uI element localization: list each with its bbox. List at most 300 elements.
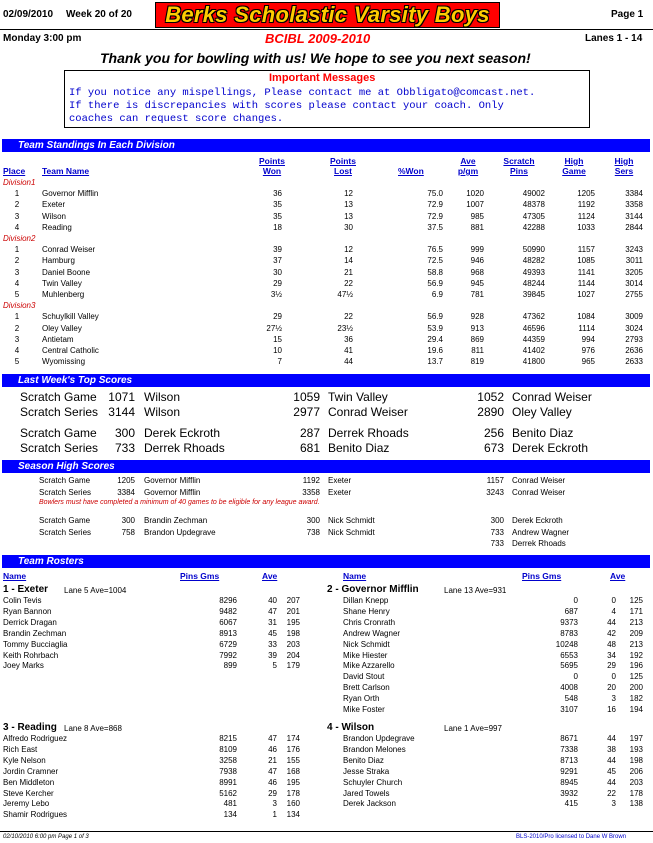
report-week: Week 20 of 20 <box>66 9 132 20</box>
roster-player-pins: 6067 <box>219 617 237 627</box>
standings-pct-won: 72.9 <box>427 211 443 221</box>
roster-player-games: 44 <box>607 617 616 627</box>
standings-team-name: Exeter <box>42 200 66 210</box>
standings-pct-won: 72.5 <box>427 256 443 266</box>
standings-team-name: Muhlenberg <box>42 290 85 299</box>
standings-team-name: Wyomissing <box>42 357 86 367</box>
standings-ave: 869 <box>470 334 484 344</box>
standings-scratch-pins: 41402 <box>522 346 545 355</box>
roster-player-pins: 4008 <box>560 683 578 693</box>
score-bowler-3: Andrew Wagner <box>512 527 570 537</box>
standings-points-won: 39 <box>273 245 282 255</box>
roster-player-games: 0 <box>611 596 616 605</box>
roster-player-ave: 200 <box>629 683 643 693</box>
division-label: Division2 <box>3 234 36 243</box>
roster-player-name: Nick Schmidt <box>343 639 390 649</box>
standings-pct-won: 37.5 <box>427 222 443 232</box>
roster-player-name: David Stout <box>343 672 385 682</box>
standings-points-lost: 13 <box>344 200 353 210</box>
roster-player-games: 44 <box>607 734 616 743</box>
score-bowler-2: Nick Schmidt <box>328 527 375 537</box>
standings-scratch-pins: 49393 <box>522 267 545 277</box>
roster-player-ave: 168 <box>286 766 300 776</box>
roster-player-games: 31 <box>268 617 277 627</box>
roster-player-ave: 194 <box>629 705 643 714</box>
standings-place: 1 <box>14 189 20 199</box>
standings-pct-won: 29.4 <box>427 334 443 344</box>
standings-place: 3 <box>14 267 20 277</box>
footer-divider <box>0 831 653 832</box>
standings-points-won: 27½ <box>266 323 282 333</box>
roster-player-ave: 213 <box>629 617 643 627</box>
col-high-sers: High Sers <box>614 156 634 176</box>
roster-player-ave: 178 <box>286 788 300 798</box>
roster-player-games: 0 <box>611 672 616 682</box>
score-bowler-1: Derrek Rhoads <box>144 441 225 455</box>
standings-place: 4 <box>14 346 20 355</box>
score-bowler-3: Benito Diaz <box>512 426 574 440</box>
score-score-2: 1192 <box>302 476 320 485</box>
roster-player-name: Rich East <box>3 744 38 754</box>
message-line: If there is discrepancies with scores please contact your coach. Only <box>69 100 504 112</box>
roster-player-name: Mike Hiester <box>343 650 388 660</box>
score-category: Scratch Series <box>20 441 99 455</box>
roster-player-ave: 160 <box>286 799 300 809</box>
roster-player-ave: 176 <box>286 744 300 754</box>
roster-player-games: 1 <box>272 810 277 820</box>
roster-player-games: 38 <box>607 744 616 754</box>
score-score-1: 1071 <box>108 390 135 404</box>
standings-points-won: 10 <box>273 346 282 355</box>
score-score-1: 300 <box>114 426 135 440</box>
roster-player-games: 45 <box>268 628 277 638</box>
standings-team-name: Governor Mifflin <box>42 189 99 199</box>
score-score-3: 733 <box>490 527 504 537</box>
roster-player-pins: 5695 <box>560 661 578 671</box>
roster-player-games: 3 <box>272 799 277 809</box>
score-bowler-1: Governor Mifflin <box>144 476 201 485</box>
roster-player-games: 45 <box>607 766 616 776</box>
roster-team-title: 2 - Governor Mifflin <box>327 584 419 595</box>
roster-player-pins: 5162 <box>219 788 237 798</box>
score-score-1: 733 <box>114 441 135 455</box>
roster-player-name: Dillan Knepp <box>343 596 389 605</box>
col-points-lost: Points Lost <box>330 156 356 176</box>
division-label: Division1 <box>3 178 36 187</box>
roster-player-ave: 155 <box>286 755 300 765</box>
standings-pct-won: 13.7 <box>427 357 443 367</box>
standings-high-game: 1085 <box>577 256 595 266</box>
roster-player-pins: 6729 <box>219 639 237 649</box>
roster-player-pins: 8671 <box>560 734 578 743</box>
standings-team-name: Antietam <box>42 334 74 344</box>
roster-player-name: Steve Kercher <box>3 788 54 798</box>
standings-team-name: Conrad Weiser <box>42 245 96 255</box>
standings-high-game: 1027 <box>577 290 595 299</box>
standings-ave: 968 <box>470 267 484 277</box>
roster-player-name: Mike Azzarello <box>343 661 395 671</box>
standings-pct-won: 56.9 <box>427 312 443 322</box>
roster-player-pins: 9291 <box>560 766 578 776</box>
roster-player-pins: 9482 <box>219 606 237 616</box>
day-time: Monday 3:00 pm <box>3 33 82 44</box>
report-date: 02/09/2010 <box>3 9 54 20</box>
section-team-rosters: Team Rosters <box>2 555 650 568</box>
score-bowler-2: Benito Diaz <box>328 441 390 455</box>
standings-high-sers: 2633 <box>625 357 643 367</box>
standings-points-won: 15 <box>273 334 282 344</box>
score-score-1: 758 <box>121 527 135 537</box>
standings-ave: 811 <box>471 346 484 355</box>
standings-points-lost: 30 <box>344 222 353 232</box>
page-number: Page 1 <box>611 9 644 20</box>
standings-team-name: Central Catholic <box>42 346 99 355</box>
standings-ave: 913 <box>470 323 484 333</box>
roster-player-ave: 138 <box>629 799 643 809</box>
standings-high-game: 965 <box>581 357 595 367</box>
standings-points-won: 35 <box>273 200 282 210</box>
standings-high-game: 1084 <box>577 312 595 322</box>
roster-player-games: 5 <box>272 661 277 671</box>
roster-player-pins: 8991 <box>219 777 237 787</box>
standings-ave: 928 <box>470 312 484 322</box>
score-bowler-2: Exeter <box>328 476 352 485</box>
roster-player-name: Jared Towels <box>343 788 390 798</box>
standings-place: 4 <box>14 278 20 288</box>
roster-player-pins: 7338 <box>560 744 578 754</box>
roster-player-ave: 213 <box>629 639 643 649</box>
roster-player-name: Jesse Straka <box>343 766 390 776</box>
standings-points-lost: 44 <box>344 357 353 367</box>
standings-team-name: Oley Valley <box>42 323 82 333</box>
roster-player-games: 48 <box>607 639 616 649</box>
roster-player-pins: 687 <box>564 606 578 616</box>
roster-player-name: Alfredo Rodriguez <box>3 734 68 743</box>
standings-points-won: 29 <box>273 278 282 288</box>
standings-points-lost: 22 <box>344 278 353 288</box>
roster-player-name: Brett Carlson <box>343 683 390 693</box>
score-bowler-3: Derrek Rhoads <box>512 539 566 548</box>
roster-player-pins: 8783 <box>560 628 578 638</box>
roster-player-pins: 415 <box>564 799 578 809</box>
score-bowler-1: Brandin Zechman <box>144 516 208 525</box>
standings-high-game: 1192 <box>577 200 595 210</box>
score-score-3: 733 <box>490 539 504 548</box>
standings-high-game: 1144 <box>577 278 595 288</box>
roster-team-title: 1 - Exeter <box>3 584 49 595</box>
roster-player-ave: 198 <box>286 628 300 638</box>
score-category: Scratch Game <box>20 390 97 404</box>
standings-high-sers: 3384 <box>625 189 643 199</box>
standings-high-sers: 3358 <box>625 200 643 210</box>
roster-team-info: Lane 5 Ave=1004 <box>64 586 127 595</box>
roster-player-games: 16 <box>607 705 616 714</box>
col-team-name: Team Name <box>42 166 90 176</box>
footer-left: 02/10/2010 6:00 pm Page 1 of 3 <box>3 834 89 840</box>
roster-player-ave: 193 <box>629 744 643 754</box>
standings-high-game: 1141 <box>577 267 595 277</box>
roster-player-pins: 8215 <box>219 734 237 743</box>
messages-title: Important Messages <box>269 72 376 84</box>
standings-scratch-pins: 39845 <box>522 290 545 299</box>
roster-player-name: Brandon Melones <box>343 744 406 754</box>
standings-ave: 781 <box>470 290 484 299</box>
standings-scratch-pins: 50990 <box>522 245 545 255</box>
roster-player-pins: 8296 <box>219 596 237 605</box>
score-score-2: 681 <box>299 441 320 455</box>
roster-player-name: Joey Marks <box>3 661 44 671</box>
roster-player-ave: 204 <box>286 650 300 660</box>
score-category: Scratch Game <box>20 426 97 440</box>
standings-high-game: 1157 <box>577 245 595 255</box>
score-score-3: 1052 <box>477 390 504 404</box>
roster-player-pins: 481 <box>223 799 237 809</box>
standings-ave: 881 <box>470 222 484 232</box>
score-score-3: 2890 <box>477 405 504 419</box>
standings-points-lost: 41 <box>344 346 353 355</box>
roster-player-games: 47 <box>268 766 277 776</box>
standings-high-game: 976 <box>581 346 595 355</box>
roster-player-ave: 203 <box>286 639 300 649</box>
standings-points-won: 7 <box>277 357 282 367</box>
roster-team-info: Lane 13 Ave=931 <box>444 586 507 595</box>
message-line: If you notice any mispellings, Please contact me at Obbligato@comcast.net. <box>69 87 536 99</box>
roster-player-pins: 9373 <box>560 617 578 627</box>
section-last-week: Last Week's Top Scores <box>2 374 650 387</box>
score-bowler-2: Exeter <box>328 488 352 497</box>
standings-high-game: 1124 <box>577 211 595 221</box>
roster-player-ave: 171 <box>629 606 643 616</box>
score-bowler-3: Conrad Weiser <box>512 390 592 404</box>
roster-team-info: Lane 8 Ave=868 <box>64 724 122 733</box>
roster-player-ave: 125 <box>629 672 643 682</box>
score-score-2: 300 <box>306 516 320 525</box>
roster-player-name: Benito Diaz <box>343 755 384 765</box>
standings-points-lost: 12 <box>344 189 353 199</box>
col-points-won: Points Won <box>259 156 285 176</box>
score-category: Scratch Series <box>39 527 92 537</box>
standings-team-name: Reading <box>42 222 72 232</box>
standings-points-lost: 36 <box>344 334 353 344</box>
standings-high-sers: 3205 <box>625 267 643 277</box>
standings-pct-won: 72.9 <box>427 200 443 210</box>
score-bowler-2: Nick Schmidt <box>328 516 375 525</box>
roster-player-games: 20 <box>607 683 616 693</box>
standings-place: 5 <box>14 290 20 299</box>
roster-col-pins-gms: Pins Gms <box>180 571 220 581</box>
roster-col-name: Name <box>343 571 367 581</box>
standings-place: 3 <box>14 334 20 344</box>
important-messages-box <box>64 70 590 128</box>
standings-points-lost: 23½ <box>337 323 353 333</box>
message-line: coaches can request score changes. <box>69 113 284 125</box>
standings-high-sers: 3144 <box>625 211 643 221</box>
roster-player-name: Brandon Updegrave <box>343 734 415 743</box>
roster-player-games: 44 <box>607 755 616 765</box>
roster-player-pins: 7938 <box>219 766 237 776</box>
score-score-3: 673 <box>483 441 504 455</box>
roster-player-ave: 178 <box>629 788 643 798</box>
score-score-2: 287 <box>299 426 320 440</box>
roster-player-ave: 198 <box>629 755 643 765</box>
roster-player-pins: 134 <box>223 810 237 820</box>
score-score-2: 1059 <box>293 390 320 404</box>
roster-player-pins: 8713 <box>560 755 578 765</box>
standings-points-lost: 22 <box>344 312 353 322</box>
section-team-standings: Team Standings In Each Division <box>2 139 650 152</box>
col-place: Place <box>3 166 26 176</box>
score-bowler-1: Wilson <box>144 405 181 419</box>
standings-high-game: 1205 <box>577 189 595 199</box>
roster-player-games: 29 <box>268 788 277 798</box>
standings-pct-won: 6.9 <box>431 290 443 299</box>
roster-player-ave: 125 <box>629 596 643 605</box>
roster-player-name: Shane Henry <box>343 606 390 616</box>
roster-player-ave: 203 <box>629 777 643 787</box>
roster-player-games: 47 <box>268 734 277 743</box>
roster-team-info: Lane 1 Ave=997 <box>444 724 502 733</box>
division-label: Division3 <box>3 301 36 311</box>
roster-player-name: Shamir Rodrigues <box>3 810 68 820</box>
roster-player-name: Kyle Nelson <box>3 755 46 765</box>
standings-place: 1 <box>14 312 20 322</box>
standings-place: 4 <box>14 222 20 232</box>
score-score-3: 3243 <box>486 488 504 497</box>
roster-player-name: Tommy Bucciaglia <box>3 639 68 649</box>
score-category: Scratch Game <box>39 516 91 525</box>
score-bowler-3: Derek Eckroth <box>512 516 563 525</box>
roster-player-ave: 196 <box>629 661 643 671</box>
standings-scratch-pins: 48378 <box>522 200 545 210</box>
score-bowler-2: Conrad Weiser <box>328 405 408 419</box>
standings-scratch-pins: 44359 <box>522 334 545 344</box>
standings-team-name: Daniel Boone <box>42 267 91 277</box>
standings-scratch-pins: 48244 <box>522 278 545 288</box>
standings-high-game: 1033 <box>577 222 595 232</box>
score-score-1: 300 <box>121 516 135 525</box>
roster-player-ave: 195 <box>286 617 300 627</box>
standings-place: 1 <box>14 245 20 255</box>
standings-ave: 999 <box>470 245 484 255</box>
standings-place: 3 <box>14 211 20 221</box>
standings-team-name: Wilson <box>42 211 67 221</box>
standings-pct-won: 75.0 <box>427 189 443 199</box>
standings-high-sers: 3024 <box>625 323 643 333</box>
standings-place: 2 <box>14 323 20 333</box>
roster-player-pins: 8913 <box>219 628 237 638</box>
roster-player-name: Chris Cronrath <box>343 617 396 627</box>
standings-points-won: 35 <box>273 211 282 221</box>
score-bowler-1: Brandon Updegrave <box>144 527 216 537</box>
standings-pct-won: 58.8 <box>427 267 443 277</box>
col-scratch-pins: Scratch Pins <box>503 156 535 176</box>
standings-ave: 1020 <box>466 189 484 199</box>
standings-high-sers: 2755 <box>625 290 643 299</box>
roster-player-name: Jordin Cramner <box>3 766 59 776</box>
standings-team-name: Schuylkill Valley <box>42 312 99 322</box>
score-score-1: 3144 <box>108 405 135 419</box>
roster-player-pins: 7992 <box>219 650 237 660</box>
standings-points-won: 18 <box>273 222 282 232</box>
standings-scratch-pins: 49002 <box>522 189 545 199</box>
score-score-1: 3384 <box>117 488 135 497</box>
roster-player-games: 42 <box>607 628 616 638</box>
roster-player-ave: 201 <box>286 606 300 616</box>
score-category: Scratch Game <box>39 476 91 485</box>
standings-place: 2 <box>14 200 20 210</box>
score-bowler-3: Conrad Weiser <box>512 488 566 497</box>
score-category: Scratch Series <box>20 405 99 419</box>
roster-col-ave: Ave <box>610 571 626 581</box>
roster-player-name: Mike Foster <box>343 705 385 714</box>
eligibility-note: Bowlers must have completed a minimum of 40 games to be eligible for any league award. <box>39 499 320 506</box>
roster-player-pins: 10248 <box>555 639 578 649</box>
roster-player-games: 47 <box>268 606 277 616</box>
roster-player-name: Jeremy Lebo <box>3 799 50 809</box>
roster-player-pins: 899 <box>223 661 237 671</box>
standings-pct-won: 56.9 <box>427 278 443 288</box>
roster-player-games: 4 <box>611 606 616 616</box>
standings-place: 2 <box>14 256 20 266</box>
footer-right: BLS-2010/Pro licensed to Dane W Brown <box>516 834 627 840</box>
roster-player-name: Andrew Wagner <box>343 628 401 638</box>
roster-col-name: Name <box>3 571 27 581</box>
standings-scratch-pins: 47305 <box>522 211 545 221</box>
score-score-3: 256 <box>483 426 504 440</box>
standings-scratch-pins: 42288 <box>522 222 545 232</box>
score-category: Scratch Series <box>39 488 92 497</box>
roster-player-games: 39 <box>268 650 277 660</box>
league-name: BCIBL 2009-2010 <box>265 31 371 46</box>
score-score-1: 1205 <box>117 476 135 485</box>
standings-scratch-pins: 46596 <box>522 323 545 333</box>
standings-points-won: 30 <box>273 267 282 277</box>
standings-high-sers: 3009 <box>625 312 643 322</box>
standings-scratch-pins: 48282 <box>522 256 545 266</box>
roster-player-name: Ryan Orth <box>343 694 380 704</box>
roster-player-ave: 179 <box>286 661 300 671</box>
roster-player-ave: 197 <box>629 734 643 743</box>
score-bowler-3: Oley Valley <box>512 405 572 419</box>
roster-player-games: 22 <box>607 788 616 798</box>
report-title: Berks Scholastic Varsity Boys <box>155 2 500 28</box>
standings-points-won: 37 <box>273 256 282 266</box>
roster-col-pins-gms: Pins Gms <box>522 571 562 581</box>
roster-player-games: 3 <box>611 799 616 809</box>
standings-high-sers: 2844 <box>625 222 643 232</box>
roster-col-ave: Ave <box>262 571 278 581</box>
roster-player-games: 44 <box>607 777 616 787</box>
standings-high-sers: 2636 <box>625 346 643 355</box>
roster-player-ave: 195 <box>286 777 300 787</box>
roster-player-name: Keith Rohrbach <box>3 650 59 660</box>
standings-team-name: Hamburg <box>42 256 75 266</box>
standings-high-game: 994 <box>581 334 595 344</box>
standings-high-sers: 2793 <box>625 334 643 344</box>
score-score-3: 300 <box>490 516 504 525</box>
standings-pct-won: 53.9 <box>427 323 443 333</box>
roster-player-pins: 3932 <box>560 788 578 798</box>
roster-player-ave: 209 <box>629 628 643 638</box>
roster-player-games: 29 <box>607 661 616 671</box>
roster-player-ave: 174 <box>286 734 300 743</box>
score-score-2: 3358 <box>302 488 320 497</box>
roster-player-name: Ben Middleton <box>3 777 55 787</box>
col-pct-won: %Won <box>398 166 424 176</box>
roster-player-name: Ryan Bannon <box>3 606 52 616</box>
col-high-game: High Game <box>562 156 586 176</box>
roster-player-name: Brandin Zechman <box>3 628 67 638</box>
